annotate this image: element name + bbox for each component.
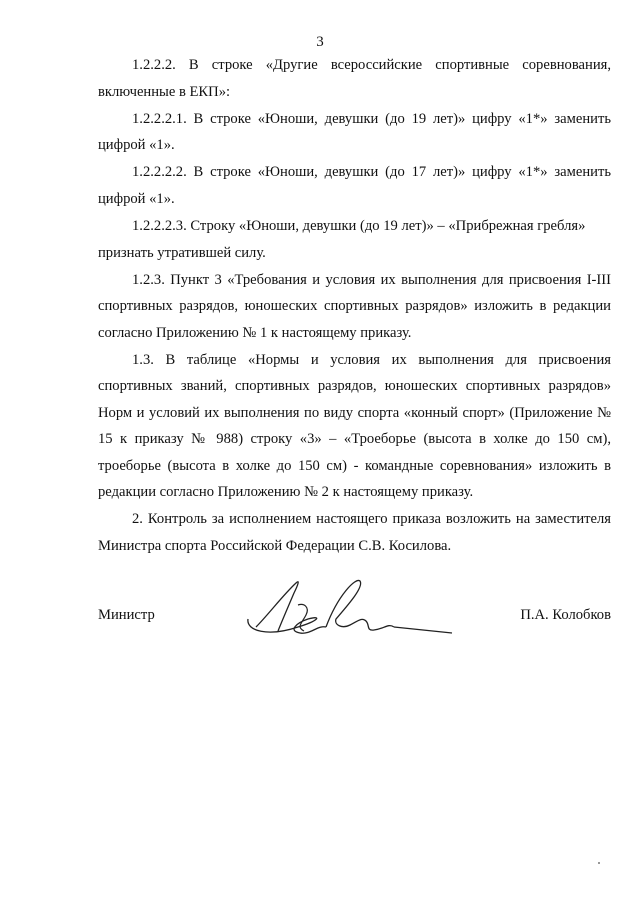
paragraph-1-2-2-2-2: 1.2.2.2.2. В строке «Юноши, девушки (до 17 лет)» цифру «1*» заменить цифрой «1».: [98, 164, 611, 207]
signatory-name: П.А. Колобков: [520, 607, 611, 623]
paragraph-1-3: 1.3. В таблице «Нормы и условия их выполнения для присвоения спортивных званий, спортивных разрядов, юношеских спортивных разрядов» Норм и условий их выполнения по виду спорта «конный спорт» (Приложение № 15 к приказу № 988) строку «3» – «Троеборье (высота в холке до 150 см), троеборье (высота в холке до 150 см) - командные соревнования» изложить в редакции согласно Приложению № 2 к настоящему приказу.: [98, 351, 611, 500]
paragraph-2: 2. Контроль за исполнением настоящего приказа возложить на заместителя Министра спорта Российской Федерации С.В. Косилова.: [98, 511, 611, 554]
page-number: 3: [316, 34, 324, 50]
handwritten-signature: [238, 575, 458, 645]
paragraph-1-2-2-2-3: 1.2.2.2.3. Строку «Юноши, девушки (до 19 лет)» – «Прибрежная гребля»: [132, 217, 586, 234]
paragraph-1-2-2-2-1: 1.2.2.2.1. В строке «Юноши, девушки (до 19 лет)» цифру «1*» заменить цифрой «1».: [98, 110, 611, 153]
paragraph-1-2-2-2: 1.2.2.2. В строке «Другие всероссийские спортивные соревнования, включенные в ЕКП»:: [98, 57, 611, 100]
paragraph-1-2-2-2-3-continued: признать утратившей силу.: [98, 244, 266, 261]
document-body: [98, 52, 611, 559]
scan-speck: [598, 862, 600, 864]
paragraph-1-2-3: 1.2.3. Пункт 3 «Требования и условия их выполнения для присвоения I-III спортивных разрядов, юношеских спортивных разрядов» изложить в редакции согласно Приложению № 1 к настоящему приказу.: [98, 271, 611, 341]
signature-block: [98, 575, 611, 655]
signatory-title: Министр: [98, 607, 155, 623]
